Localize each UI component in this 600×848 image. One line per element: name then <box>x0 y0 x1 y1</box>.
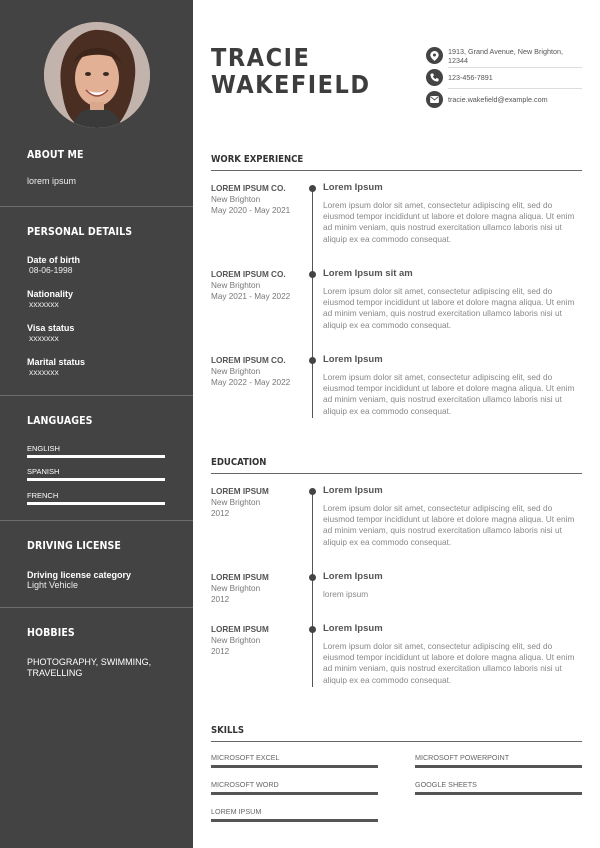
personal-item <box>27 289 73 309</box>
education-entry-title: Lorem Ipsum <box>323 623 383 634</box>
last-name: WAKEFIELD <box>211 70 371 99</box>
language-level-bar <box>27 478 165 481</box>
phone-icon <box>426 69 443 86</box>
work-entry-body <box>323 182 582 245</box>
work-entry-city: New Brighton <box>211 367 261 376</box>
profile-photo <box>44 22 150 128</box>
driving-license-section <box>27 540 167 590</box>
skill-level-bar <box>415 792 582 795</box>
work-entry-title: Lorem Ipsum sit am <box>323 268 413 279</box>
education-entry-city: New Brighton <box>211 636 261 645</box>
skill-item <box>415 780 582 795</box>
section-rule <box>211 170 582 171</box>
work-entry-title: Lorem Ipsum <box>323 182 383 193</box>
education-entry-body <box>323 571 582 600</box>
sidebar-divider <box>0 395 193 396</box>
work-experience-heading: WORK EXPERIENCE <box>211 154 304 165</box>
sidebar-divider <box>0 607 193 608</box>
email-icon <box>426 91 443 108</box>
education-heading: EDUCATION <box>211 457 267 468</box>
languages-heading: LANGUAGES <box>27 415 93 427</box>
personal-item <box>27 255 80 275</box>
work-entry-org: LOREM IPSUM CO. <box>211 270 286 279</box>
language-item <box>27 491 165 505</box>
education-entry-title: Lorem Ipsum <box>323 571 383 582</box>
skill-item <box>211 780 378 795</box>
language-item <box>27 444 165 458</box>
education-entry-dates: 2012 <box>211 595 230 604</box>
hobbies-section <box>27 627 167 679</box>
education-timeline-line <box>312 491 313 687</box>
skill-name: MICROSOFT POWERPOINT <box>415 753 510 762</box>
section-rule <box>211 741 582 742</box>
education-entry-org: LOREM IPSUM <box>211 573 269 582</box>
personal-item-label: Visa status <box>27 323 75 333</box>
timeline-dot <box>309 574 316 581</box>
skill-name: MICROSOFT WORD <box>211 780 279 789</box>
skill-name: LOREM IPSUM <box>211 807 262 816</box>
personal-item <box>27 323 74 343</box>
section-rule <box>211 473 582 474</box>
language-item <box>27 467 165 481</box>
education-entry-city: New Brighton <box>211 584 261 593</box>
contact-address: 1913, Grand Avenue, New Brighton, 12344 <box>448 47 563 65</box>
sidebar-divider <box>0 520 193 521</box>
sidebar <box>0 0 193 848</box>
education-entry-body <box>323 623 582 686</box>
work-timeline-line <box>312 188 313 418</box>
work-entry-dates: May 2020 - May 2021 <box>211 206 291 215</box>
about-heading: ABOUT ME <box>27 149 84 161</box>
personal-item-value: xxxxxxx <box>29 367 59 377</box>
work-entry-description: Lorem ipsum dolor sit amet, consectetur adipiscing elit, sed do eiusmod tempor incididunt ut labore et dolore magna aliqua. Ut enim ad minim veniam, quis nostrud exercitation ullamco laboris nisi ut aliquip ex ea commodo consequat. <box>323 200 575 244</box>
education-entry-org: LOREM IPSUM <box>211 487 269 496</box>
personal-item-label: Date of birth <box>27 255 80 265</box>
language-level-bar <box>27 455 165 458</box>
hobbies-heading: HOBBIES <box>27 627 75 639</box>
timeline-dot <box>309 357 316 364</box>
personal-item-value: xxxxxxx <box>29 333 59 343</box>
timeline-dot <box>309 185 316 192</box>
education-entry-dates: 2012 <box>211 647 230 656</box>
skill-item <box>211 807 378 822</box>
hobbies-text: PHOTOGRAPHY, SWIMMING, TRAVELLING <box>27 657 152 678</box>
education-entry-description: lorem ipsum <box>323 589 369 599</box>
work-entry-body <box>323 268 582 331</box>
work-entry-city: New Brighton <box>211 195 261 204</box>
language-level-bar <box>27 502 165 505</box>
education-entry-dates: 2012 <box>211 509 230 518</box>
personal-item <box>27 357 85 377</box>
contact-block <box>426 47 582 112</box>
languages-section <box>27 415 167 500</box>
education-entry-meta <box>211 486 306 519</box>
personal-item-value: xxxxxxx <box>29 299 59 309</box>
location-pin-icon <box>426 47 443 64</box>
personal-details-section <box>27 226 167 377</box>
work-entry-description: Lorem ipsum dolor sit amet, consectetur adipiscing elit, sed do eiusmod tempor incididunt ut labore et dolore magna aliqua. Ut enim ad minim veniam, quis nostrud exercitation ullamco laboris nisi ut aliquip ex ea commodo consequat. <box>323 372 575 416</box>
candidate-name <box>211 44 371 98</box>
language-name: SPANISH <box>27 467 60 476</box>
work-entry-dates: May 2022 - May 2022 <box>211 378 291 387</box>
work-entry-meta <box>211 269 306 302</box>
education-entry-org: LOREM IPSUM <box>211 625 269 634</box>
skill-level-bar <box>211 819 378 822</box>
about-text: lorem ipsum <box>27 176 77 186</box>
timeline-dot <box>309 626 316 633</box>
education-entry-title: Lorem Ipsum <box>323 485 383 496</box>
work-entry-meta <box>211 183 306 216</box>
sidebar-divider <box>0 206 193 207</box>
work-entry-meta <box>211 355 306 388</box>
personal-details-heading: PERSONAL DETAILS <box>27 226 133 238</box>
skill-level-bar <box>211 765 378 768</box>
work-entry-city: New Brighton <box>211 281 261 290</box>
skill-item <box>211 753 378 768</box>
about-section <box>27 149 167 186</box>
timeline-dot <box>309 488 316 495</box>
driving-license-heading: DRIVING LICENSE <box>27 540 121 552</box>
first-name: TRACIE <box>211 43 311 72</box>
work-entry-dates: May 2021 - May 2022 <box>211 292 291 301</box>
driving-license-label: Driving license category <box>27 570 132 580</box>
personal-item-label: Nationality <box>27 289 74 299</box>
skills-heading: SKILLS <box>211 725 245 736</box>
skill-name: GOOGLE SHEETS <box>415 780 477 789</box>
work-entry-body <box>323 354 582 417</box>
personal-item-value: 08-06-1998 <box>29 265 73 275</box>
education-entry-city: New Brighton <box>211 498 261 507</box>
contact-divider <box>448 88 582 89</box>
work-entry-org: LOREM IPSUM CO. <box>211 356 286 365</box>
personal-item-label: Marital status <box>27 357 86 367</box>
work-entry-org: LOREM IPSUM CO. <box>211 184 286 193</box>
education-entry-description: Lorem ipsum dolor sit amet, consectetur adipiscing elit, sed do eiusmod tempor incididunt ut labore et dolore magna aliqua. Ut enim ad minim veniam, quis nostrud exercitation ullamco laboris nisi ut aliquip ex ea commodo consequat. <box>323 503 575 547</box>
language-name: ENGLISH <box>27 444 60 453</box>
skill-level-bar <box>211 792 378 795</box>
contact-divider <box>448 67 582 68</box>
skill-item <box>415 753 582 768</box>
work-entry-title: Lorem Ipsum <box>323 354 383 365</box>
work-entry-description: Lorem ipsum dolor sit amet, consectetur adipiscing elit, sed do eiusmod tempor incididunt ut labore et dolore magna aliqua. Ut enim ad minim veniam, quis nostrud exercitation ullamco laboris nisi ut aliquip ex ea commodo consequat. <box>323 286 575 330</box>
education-entry-description: Lorem ipsum dolor sit amet, consectetur adipiscing elit, sed do eiusmod tempor incididunt ut labore et dolore magna aliqua. Ut enim ad minim veniam, quis nostrud exercitation ullamco laboris nisi ut aliquip ex ea commodo consequat. <box>323 641 575 685</box>
education-entry-body <box>323 485 582 548</box>
driving-license-value: Light Vehicle <box>27 580 79 590</box>
education-entry-meta <box>211 624 306 657</box>
skill-name: MICROSOFT EXCEL <box>211 753 280 762</box>
skill-level-bar <box>415 765 582 768</box>
contact-phone: 123-456-7891 <box>448 73 493 82</box>
education-entry-meta <box>211 572 306 605</box>
language-name: FRENCH <box>27 491 59 500</box>
timeline-dot <box>309 271 316 278</box>
contact-email: tracie.wakefield@example.com <box>448 95 548 104</box>
